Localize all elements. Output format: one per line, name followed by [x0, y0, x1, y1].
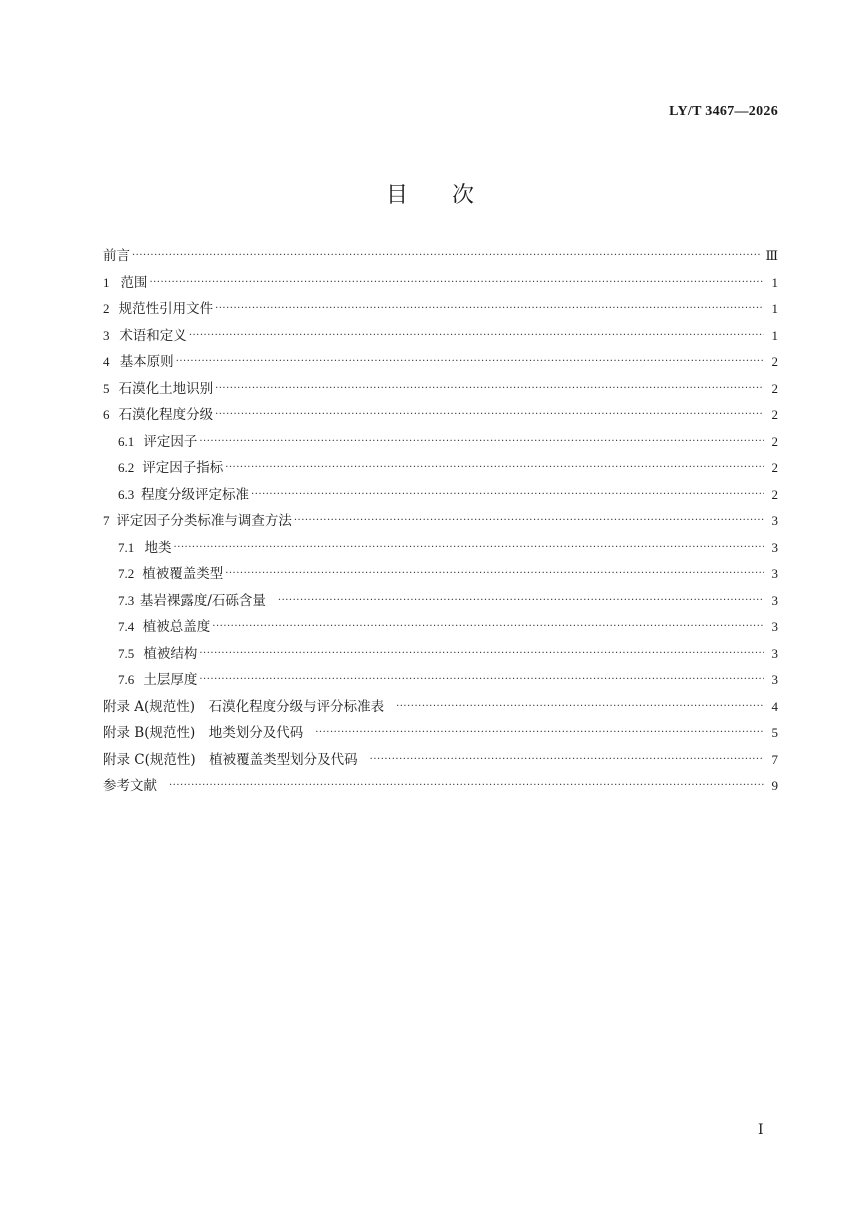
toc-entry-page: 2	[771, 354, 778, 369]
toc-entry-page: Ⅲ	[765, 248, 778, 263]
toc-entry-label: 植被覆盖类型	[142, 566, 224, 582]
toc-entry[interactable]	[103, 562, 778, 589]
toc-leader-dots	[199, 674, 764, 685]
toc-entry-label: 前言	[103, 248, 130, 264]
toc-entry-page: 2	[771, 407, 778, 422]
toc-entry[interactable]	[103, 509, 778, 536]
toc-entry-label: 石漠化程度分级	[118, 407, 214, 423]
toc-entry-page: 3	[771, 566, 778, 581]
toc-entry[interactable]	[103, 536, 778, 563]
toc-entry[interactable]	[103, 297, 778, 324]
toc-entry-number: 7.4	[118, 619, 135, 634]
toc-entry-number: 4	[103, 354, 110, 369]
toc-entry-number: 7	[103, 513, 110, 528]
toc-entry-label: 基岩裸露度/石砾含量	[139, 592, 266, 609]
toc-leader-dots	[174, 542, 764, 553]
toc-entry-label: 评定因子分类标准与调查方法	[116, 513, 292, 529]
toc-entry-label: 术语和定义	[119, 327, 187, 344]
toc-leader-dots	[294, 515, 764, 526]
toc-entry-label: 石漠化土地识别	[118, 380, 214, 397]
page-number: Ⅰ	[758, 1123, 764, 1138]
toc-entry-number: 3	[103, 327, 110, 343]
toc-entry-label: 评定因子指标	[142, 460, 224, 476]
toc-entry-number: 6.2	[118, 460, 135, 475]
toc-leader-dots	[215, 303, 764, 314]
toc-entry-label: 附录 A(规范性) 石漠化程度分级与评分标准表	[103, 698, 385, 715]
toc-entry-number: 7.6	[118, 672, 135, 687]
toc-entry[interactable]	[103, 377, 778, 404]
toc-entry[interactable]	[103, 430, 778, 457]
toc-entry-label: 基本原则	[119, 354, 174, 370]
toc-entry-page: 2	[771, 486, 778, 502]
toc-entry[interactable]	[103, 589, 778, 616]
toc-entry-page: 2	[771, 460, 778, 475]
toc-leader-dots	[225, 462, 764, 473]
toc-entry-page: 3	[771, 513, 778, 528]
toc-entry-label: 规范性引用文件	[118, 301, 214, 317]
toc-entry-number: 1	[103, 274, 110, 290]
toc-leader-dots	[215, 383, 764, 394]
standard-code: LY/T 3467—2026	[669, 104, 778, 119]
toc-entry-page: 1	[771, 274, 778, 290]
toc-entry-number: 7.1	[118, 539, 135, 555]
toc-entry-page: 4	[771, 698, 778, 714]
toc-entry-number: 6.1	[118, 433, 135, 449]
toc-entry-label: 植被总盖度	[142, 619, 211, 635]
toc-entry-page: 9	[771, 778, 778, 793]
toc-entry-number: 7.2	[118, 566, 135, 581]
toc-entry-number: 7.5	[118, 645, 135, 661]
toc-entry-page: 2	[771, 433, 778, 449]
toc-entry[interactable]	[103, 350, 778, 377]
toc-entry-page: 3	[771, 619, 778, 634]
toc-entry-label: 地类	[144, 539, 172, 556]
toc-leader-dots	[149, 277, 764, 288]
toc-leader-dots	[199, 436, 764, 447]
toc-entry[interactable]	[103, 748, 778, 775]
toc-leader-dots	[189, 330, 764, 341]
toc-entry-page: 5	[771, 725, 778, 740]
toc-entry-label: 植被结构	[143, 645, 198, 662]
toc-entry-page: 3	[771, 539, 778, 555]
toc-entry-number: 7.3	[118, 592, 135, 608]
toc-entry-number: 5	[103, 380, 110, 396]
toc-leader-dots	[278, 595, 764, 606]
toc-entry-label: 附录 B(规范性) 地类划分及代码	[103, 725, 304, 741]
toc-entry[interactable]	[103, 403, 778, 430]
toc-leader-dots	[132, 250, 761, 261]
toc-leader-dots	[199, 648, 764, 659]
toc-leader-dots	[215, 409, 764, 420]
toc-leader-dots	[225, 568, 764, 579]
toc-entry-label: 评定因子	[143, 433, 198, 450]
toc-entry[interactable]	[103, 324, 778, 351]
title-char-2: 次	[452, 183, 475, 208]
toc-entry-label: 程度分级评定标准	[141, 486, 250, 503]
toc-entry-page: 3	[771, 592, 778, 608]
toc-leader-dots	[251, 489, 764, 500]
toc-entry[interactable]	[103, 615, 778, 642]
toc-entry-number: 6	[103, 407, 110, 422]
page-title	[0, 178, 860, 209]
table-of-contents	[103, 244, 778, 801]
toc-entry[interactable]	[103, 774, 778, 801]
toc-entry-number: 2	[103, 301, 110, 316]
toc-entry-page: 3	[771, 672, 778, 687]
toc-leader-dots	[169, 780, 764, 791]
toc-leader-dots	[396, 701, 764, 712]
title-char-1: 目	[385, 183, 408, 208]
toc-entry-page: 1	[771, 301, 778, 316]
toc-entry-label: 参考文献	[103, 778, 157, 794]
toc-leader-dots	[370, 754, 764, 765]
toc-entry-page: 1	[771, 327, 778, 343]
toc-entry-label: 范围	[120, 274, 148, 291]
toc-leader-dots	[315, 727, 764, 738]
toc-leader-dots	[176, 356, 764, 367]
toc-entry-page: 2	[771, 380, 778, 396]
toc-entry[interactable]	[103, 642, 778, 669]
toc-entry-page: 3	[771, 645, 778, 661]
toc-entry[interactable]	[103, 244, 778, 271]
toc-leader-dots	[212, 621, 764, 632]
toc-entry-label: 附录 C(规范性) 植被覆盖类型划分及代码	[103, 751, 358, 768]
toc-entry[interactable]	[103, 271, 778, 298]
toc-entry[interactable]	[103, 456, 778, 483]
toc-entry[interactable]	[103, 695, 778, 722]
toc-entry[interactable]	[103, 668, 778, 695]
toc-entry-number: 6.3	[118, 486, 135, 502]
toc-entry[interactable]	[103, 721, 778, 748]
toc-entry-label: 土层厚度	[143, 672, 198, 688]
toc-entry[interactable]	[103, 483, 778, 510]
toc-entry-page: 7	[771, 751, 778, 767]
